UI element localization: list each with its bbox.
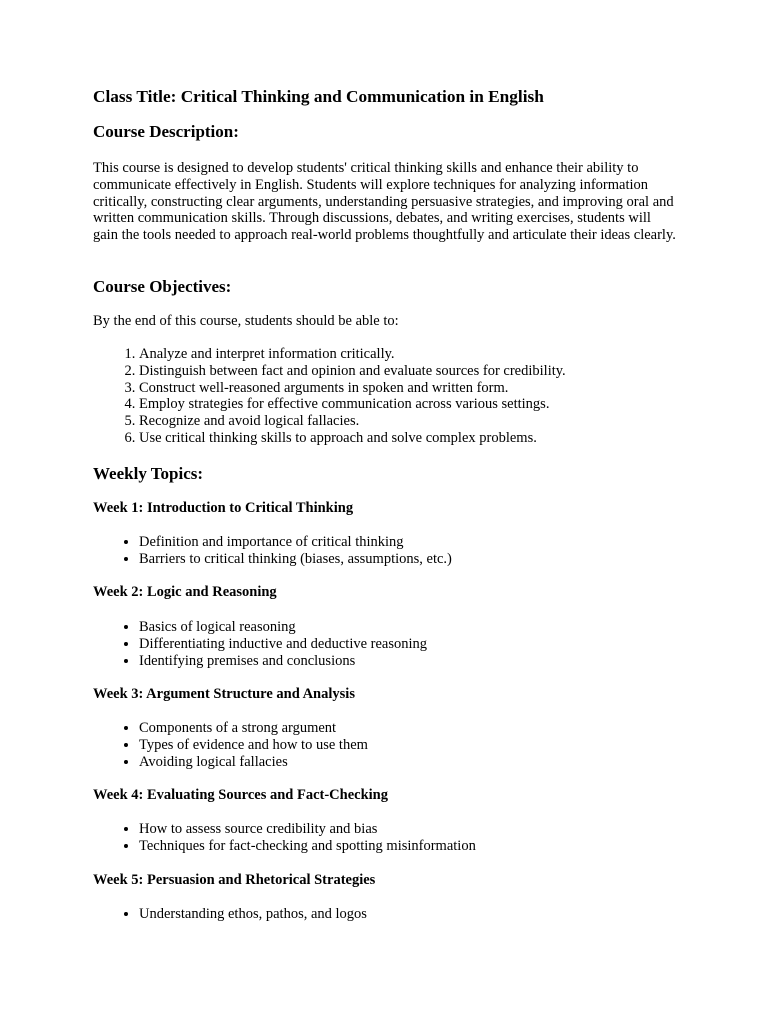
course-objectives-heading: Course Objectives: [93, 277, 232, 296]
topic-item: • Components of a strong argument [139, 720, 368, 737]
week-5-topics [93, 906, 367, 923]
objective-item: 2. Distinguish between fact and opinion and evaluate sources for credibility. [139, 363, 566, 380]
week-1-topics [93, 534, 452, 568]
week-4-topics [93, 821, 476, 855]
objective-item: 4. Employ strategies for effective communication across various settings. [139, 396, 566, 413]
weekly-topics-heading: Weekly Topics: [93, 464, 204, 483]
course-description-text: This course is designed to develop students' critical thinking skills and enhance their ability to communicate effectively in English. Students will explore techniques for analyzing information critically, constructing clear arguments, understanding persuasive strategies, and improving oral and written communication skills. Through discussions, debates, and writing exercises, students will gain the tools needed to approach real-world problems thoughtfully and articulate their ideas clearly. [93, 160, 676, 244]
objective-item: 5. Recognize and avoid logical fallacies. [139, 413, 566, 430]
objective-item: 6. Use critical thinking skills to approach and solve complex problems. [139, 430, 566, 447]
topic-item: • Definition and importance of critical thinking [139, 534, 452, 551]
topic-item: • Types of evidence and how to use them [139, 737, 368, 754]
week-3-topics [93, 720, 368, 770]
topic-item: • Barriers to critical thinking (biases, assumptions, etc.) [139, 551, 452, 568]
topic-item: • Understanding ethos, pathos, and logos [139, 906, 367, 923]
week-2-title: Week 2: Logic and Reasoning [93, 584, 277, 600]
class-title: Class Title: Critical Thinking and Communication in English [93, 87, 544, 106]
objective-item: 3. Construct well-reasoned arguments in spoken and written form. [139, 380, 566, 397]
week-1-title: Week 1: Introduction to Critical Thinking [93, 500, 354, 516]
topic-item: • Basics of logical reasoning [139, 619, 427, 636]
week-5-title: Week 5: Persuasion and Rhetorical Strategies [93, 872, 376, 888]
week-3-title: Week 3: Argument Structure and Analysis [93, 686, 355, 702]
objectives-list [93, 346, 566, 447]
topic-item: • How to assess source credibility and bias [139, 821, 476, 838]
topic-item: • Differentiating inductive and deductive reasoning [139, 636, 427, 653]
week-4-title: Week 4: Evaluating Sources and Fact-Checking [93, 787, 388, 803]
objective-item: 1. Analyze and interpret information critically. [139, 346, 566, 363]
course-description-heading: Course Description: [93, 122, 239, 141]
week-2-topics [93, 619, 427, 669]
topic-item: • Techniques for fact-checking and spotting misinformation [139, 838, 476, 855]
topic-item: • Avoiding logical fallacies [139, 754, 368, 771]
objectives-intro: By the end of this course, students should be able to: [93, 313, 399, 329]
topic-item: • Identifying premises and conclusions [139, 653, 427, 670]
